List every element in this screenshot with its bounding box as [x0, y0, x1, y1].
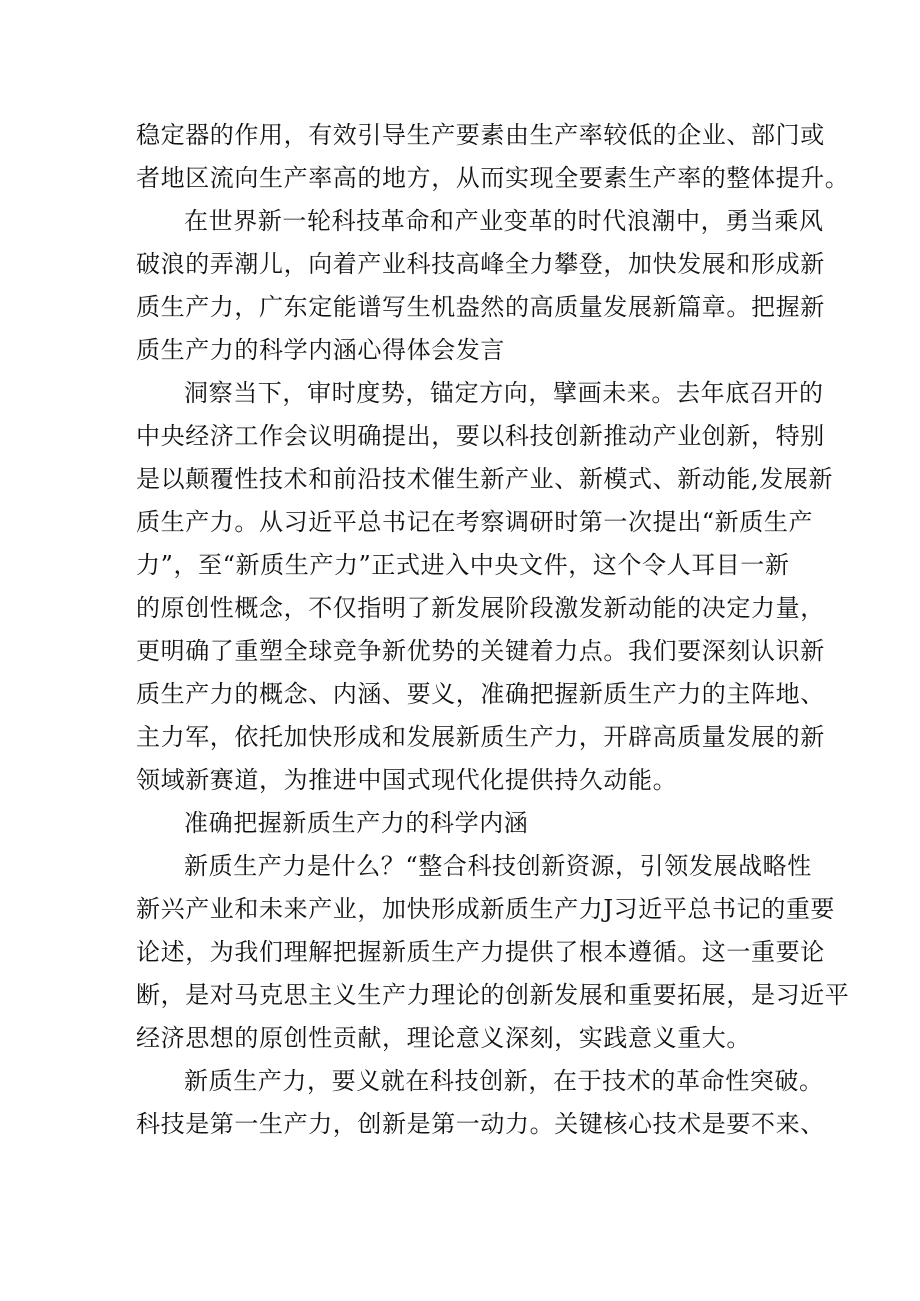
text-line: 断，是对马克思主义生产力理论的创新发展和重要拓展，是习近平 [136, 981, 850, 1009]
text-line: 质生产力的概念、内涵、要义，准确把握新质生产力的主阵地、 [136, 680, 825, 708]
paragraph-start-line: 新质生产力是什么？“整合科技创新资源，引领发展战略性 [184, 852, 812, 880]
text-line: 力”，至“新质生产力”正式进入中央文件，这个令人耳目一新 [136, 551, 790, 579]
text-line: 质生产力，广东定能谱写生机盎然的高质量发展新篇章。把握新 [136, 293, 825, 321]
text-line: 质生产力。从习近平总书记在考察调研时第一次提出“新质生产 [136, 508, 814, 536]
text-line: 领域新赛道，为推进中国式现代化提供持久动能。 [136, 766, 678, 794]
text-line: 科技是第一生产力，创新是第一动力。关键核心技术是要不来、 [136, 1110, 825, 1138]
text-line: 中央经济工作会议明确提出，要以科技创新推动产业创新，特别 [136, 422, 825, 450]
text-line: 更明确了重塑全球竞争新优势的关键着力点。我们要深刻认识新 [136, 637, 825, 665]
text-line: 是以颠覆性技术和前沿技术催生新产业、新模式、新动能,发展新 [136, 465, 834, 493]
text-line: 者地区流向生产率高的地方，从而实现全要素生产率的整体提升。 [136, 164, 850, 192]
text-line: 质生产力的科学内涵心得体会发言 [136, 336, 505, 364]
paragraph-start-line: 洞察当下，审时度势，锚定方向，擘画未来。去年底召开的 [184, 379, 824, 407]
text-line: 破浪的弄潮儿，向着产业科技高峰全力攀登，加快发展和形成新 [136, 250, 825, 278]
paragraph-start-line: 新质生产力，要义就在科技创新，在于技术的革命性突破。 [184, 1067, 824, 1095]
text-line: 论述，为我们理解把握新质生产力提供了根本遵循。这一重要论 [136, 938, 825, 966]
text-line: 稳定器的作用，有效引导生产要素由生产率较低的企业、部门或 [136, 121, 825, 149]
text-line: 新兴产业和未来产业，加快形成新质生产力J习近平总书记的重要 [136, 895, 836, 923]
text-line: 的原创性概念，不仅指明了新发展阶段激发新动能的决定力量， [136, 594, 825, 622]
section-heading: 准确把握新质生产力的科学内涵 [184, 809, 529, 837]
paragraph-start-line: 在世界新一轮科技革命和产业变革的时代浪潮中，勇当乘风 [184, 207, 824, 235]
text-line: 经济思想的原创性贡献，理论意义深刻，实践意义重大。 [136, 1024, 751, 1052]
text-line: 主力军，依托加快形成和发展新质生产力，开辟高质量发展的新 [136, 723, 825, 751]
